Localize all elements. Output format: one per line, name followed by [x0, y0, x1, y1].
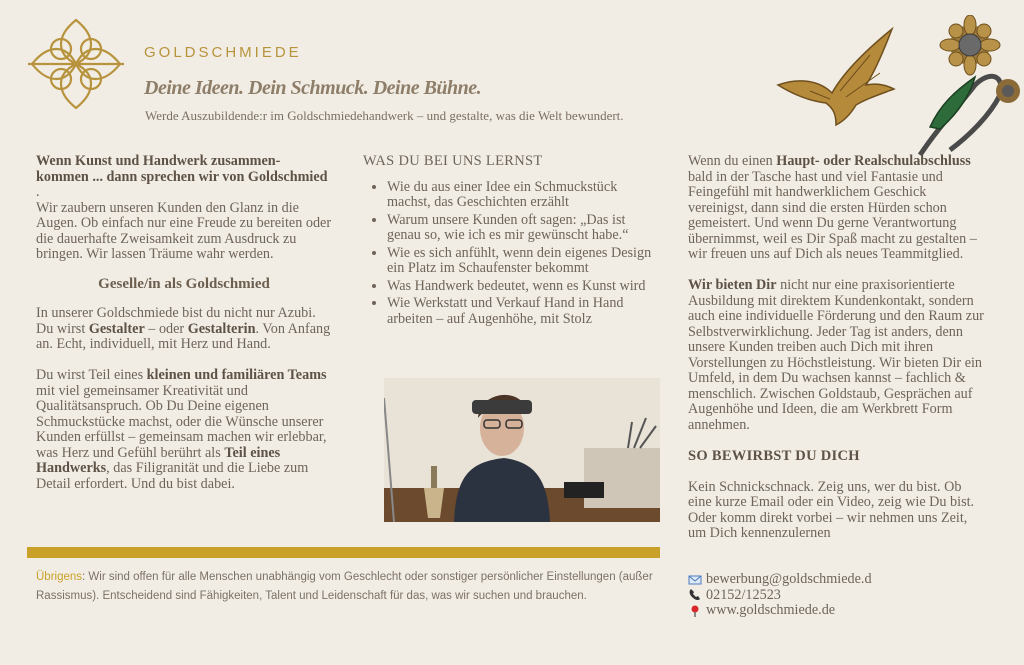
paragraph-requirements: Wenn du einen Haupt- oder Realschulabschluss bald in der Tasche hast und viel Fantasie und Feingefühl mit handwerklichem Geschick vereinigst, dann sind die ersten Hürden schon gemeistert. Und wenn Du gerne Verantwortung übernimmst, weil es Dir Spaß macht zu gestalten – wir freuen uns auf Dich als neues Teammitglied. [688, 153, 977, 262]
footnote-text: : Wir sind offen für alle Menschen unabhängig vom Geschlecht oder sonstiger persönlicher Einstellungen (außer Rassismus). Entscheidend sind Fähigkeiten, Talent und Leidenschaft für das, was wir suchen und brauchen. [36, 571, 653, 602]
subline: Werde Auszubildende:r im Goldschmiedehandwerk – und gestalte, was die Welt bewundert. [145, 108, 624, 123]
intro-text: Wir zaubern unseren Kunden den Glanz in die Augen. Ob einfach nur eine Freude zu bereiten oder die dauerhafte Zweisamkeit zum Ausdruck zu bringen. Wir lassen Träume wahr werden. [36, 199, 332, 262]
paragraph-azubi: In unserer Goldschmiede bist du nicht nur Azubi. Du wirst Gestalter – oder Gestalterin. Von Anfang an. Echt, individuell, mit Herz und Hand. [36, 305, 331, 352]
footnote [36, 568, 656, 606]
learn-heading: WAS DU BEI UNS LERNST [363, 153, 543, 169]
intro-heading: Wenn Kunst und Handwerk zusammen-kommen ... dann sprechen wir von Goldschmied [36, 153, 328, 185]
position-heading: Geselle/in als Goldschmied [98, 275, 270, 292]
column-learn [363, 154, 655, 329]
brand-name: GOLDSCHMIEDE [144, 44, 302, 61]
column-requirements [688, 154, 984, 542]
footnote-accent: Übrigens [36, 571, 83, 583]
column-intro [36, 154, 332, 492]
contact-email[interactable]: bewerbung@goldschmiede.d [688, 572, 872, 588]
paragraph-offer: Wir bieten Dir nicht nur eine praxisorientierte Ausbildung mit direktem Kundenkontakt, sondern auch eine individuelle Förderung und den Raum zur Selbstverwirklichung. Jeder Tag ist anders, denn unsere Kunden treiben auch Dich mit ihren Vorstellungen zu Höchstleistung. Wir bieten Dir ein Umfeld, in dem Du wachsen kannst – fachlich & menschlich. Zwischen Goldstaub, Gesprächen auf Augenhöhe und Ideen, die am Werkbrett Form annehmen. [688, 277, 984, 433]
paragraph-apply: Kein Schnickschnack. Zeig uns, wer du bist. Ob eine kurze Email oder ein Video, zeig wie Du bist. Oder komm direkt vorbei – wir nehmen uns Zeit, um Dich kennenzulernen [688, 478, 975, 541]
logo-icon [26, 14, 126, 114]
flower-brooch-icon [920, 15, 1020, 155]
intro-dot: . [36, 184, 40, 200]
tagline: Deine Ideen. Dein Schmuck. Deine Bühne. [144, 77, 482, 99]
contact-web[interactable]: www.goldschmiede.de [688, 603, 872, 619]
eagle-brooch-icon [778, 29, 894, 125]
divider-bar [27, 547, 660, 558]
contact-block [688, 572, 872, 619]
paragraph-team: Du wirst Teil eines kleinen und familiären Teams mit viel gemeinsamer Kreativität und Qualitätsanspruch. Ob Du Deine eigenen Schmuckstücke machst, oder die Wünsche unserer Kunden erfüllst – gemeinsam machen wir erlebbar, was Herz und Gefühl berührt als Teil eines Handwerks, das Filigranität und die Liebe zum Detail erfordert. Und du bist dabei. [36, 367, 327, 492]
contact-phone[interactable]: 02152/12523 [688, 588, 872, 604]
list-item: • Warum unsere Kunden oft sagen: „Das ist genau so, wie ich es mir gewünscht habe.“ [387, 213, 655, 244]
jewelry-image [770, 15, 1024, 165]
list-item: • Wie es sich anfühlt, wenn dein eigenes Design ein Platz im Schaufenster bekommt [387, 246, 655, 277]
learn-list [363, 180, 655, 328]
workshop-photo [384, 378, 660, 522]
list-item: • Was Handwerk bedeutet, wenn es Kunst wird [387, 279, 655, 295]
apply-heading: SO BEWIRBST DU DICH [688, 447, 860, 464]
email-icon [688, 573, 702, 587]
location-pin-icon [688, 604, 702, 618]
phone-icon [688, 588, 702, 602]
list-item: • Wie Werkstatt und Verkauf Hand in Hand arbeiten – auf Augenhöhe, mit Stolz [387, 296, 655, 327]
list-item: • Wie du aus einer Idee ein Schmuckstück machst, das Geschichten erzählt [387, 180, 655, 211]
